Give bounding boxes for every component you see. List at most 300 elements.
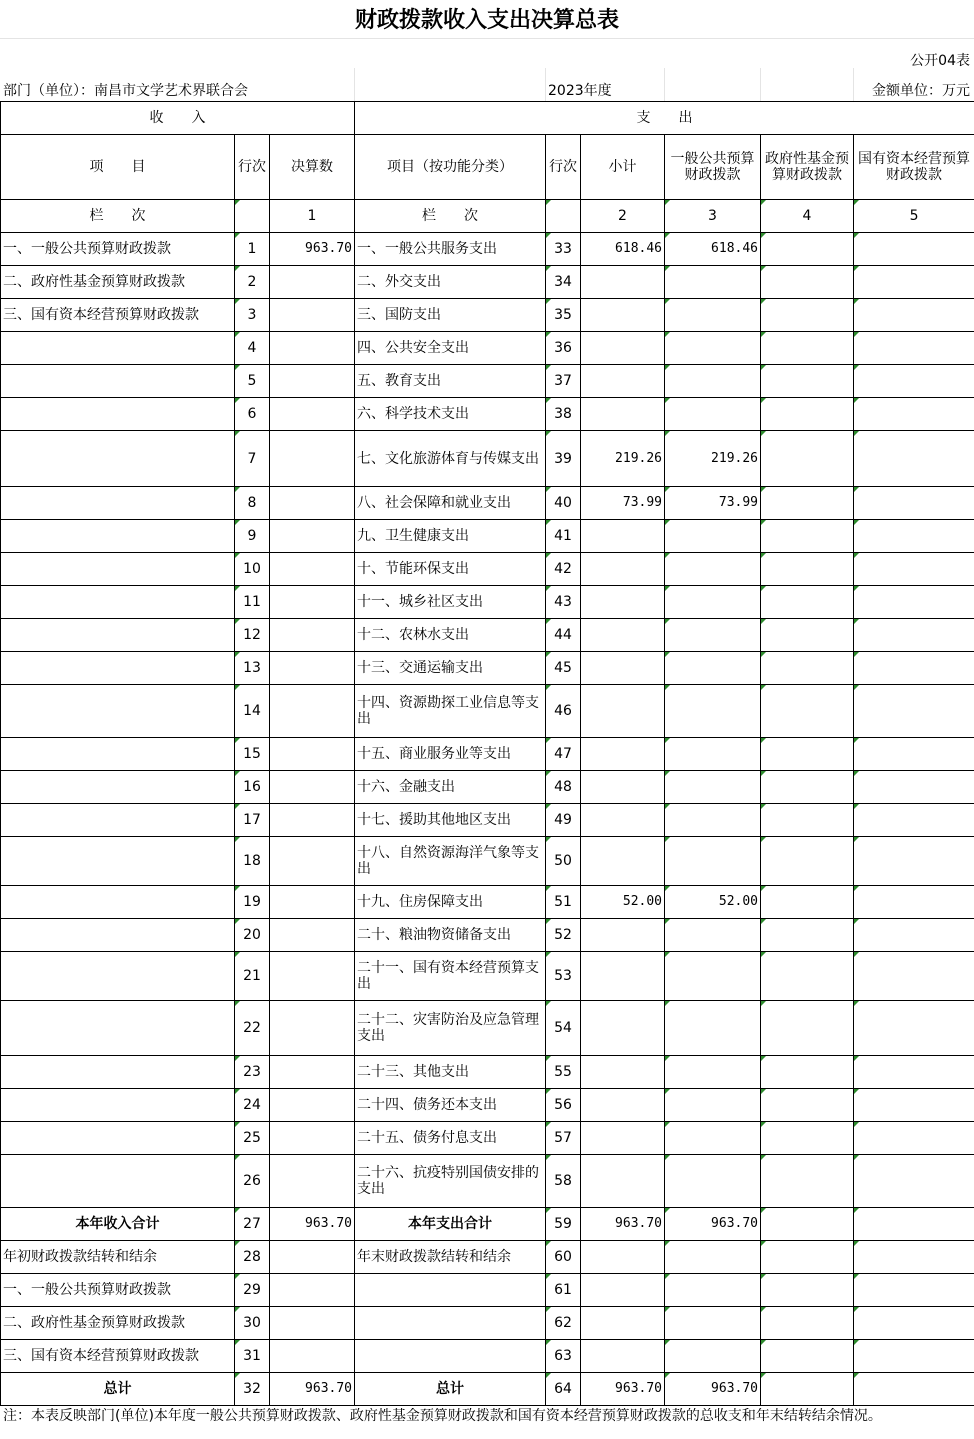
table-row <box>1 1122 974 1155</box>
table-row <box>1 332 974 365</box>
income-row-no-cell: 17 <box>235 804 270 837</box>
expense-row-no-cell: 33 <box>546 233 581 266</box>
subtotal-cell <box>581 1274 665 1307</box>
table-row <box>1 1340 974 1373</box>
expense-row-no-cell: 50 <box>546 837 581 886</box>
table-row <box>1 487 974 520</box>
income-amount-cell <box>270 1001 355 1056</box>
general-budget-cell <box>665 652 761 685</box>
income-amount-cell: 963.70 <box>270 1373 355 1406</box>
table-row <box>1 266 974 299</box>
expense-row-no-cell: 35 <box>546 299 581 332</box>
expense-item-cell: 年末财政拨款结转和结余 <box>355 1241 546 1274</box>
general-budget-cell <box>665 1089 761 1122</box>
income-amount-cell <box>270 952 355 1001</box>
income-amount-cell <box>270 1122 355 1155</box>
general-budget-cell <box>665 619 761 652</box>
state-capital-cell <box>854 332 974 365</box>
general-budget-cell <box>665 365 761 398</box>
state-capital-cell <box>854 299 974 332</box>
table-row <box>1 619 974 652</box>
income-item-cell <box>1 1056 235 1089</box>
expense-item-cell: 四、公共安全支出 <box>355 332 546 365</box>
income-row-no-cell: 3 <box>235 299 270 332</box>
gov-fund-cell <box>761 431 854 487</box>
income-amount-cell <box>270 1056 355 1089</box>
general-budget-cell <box>665 837 761 886</box>
gov-fund-cell <box>761 332 854 365</box>
income-row-no-cell: 27 <box>235 1208 270 1241</box>
general-budget-cell: 52.00 <box>665 886 761 919</box>
income-amount-cell <box>270 586 355 619</box>
income-row-no-cell: 29 <box>235 1274 270 1307</box>
state-capital-cell <box>854 487 974 520</box>
expense-row-no-cell: 34 <box>546 266 581 299</box>
state-capital-cell <box>854 886 974 919</box>
state-capital-cell <box>854 919 974 952</box>
general-budget-cell <box>665 804 761 837</box>
income-row-no-cell: 9 <box>235 520 270 553</box>
income-row-no-cell: 15 <box>235 738 270 771</box>
subtotal-header: 小计 <box>581 135 665 200</box>
income-amount-cell <box>270 553 355 586</box>
expense-item-cell: 十九、住房保障支出 <box>355 886 546 919</box>
subtotal-cell: 963.70 <box>581 1373 665 1406</box>
subtotal-cell <box>581 1056 665 1089</box>
gov-fund-cell <box>761 919 854 952</box>
state-capital-cell <box>854 1241 974 1274</box>
expense-item-cell <box>355 1307 546 1340</box>
general-budget-cell <box>665 553 761 586</box>
gov-fund-cell <box>761 685 854 738</box>
col-index-empty <box>546 200 581 233</box>
income-item-cell <box>1 952 235 1001</box>
income-amount-cell <box>270 1340 355 1373</box>
expense-row-no-cell: 44 <box>546 619 581 652</box>
expense-item-cell: 十五、商业服务业等支出 <box>355 738 546 771</box>
expense-item-header: 项目（按功能分类） <box>355 135 546 200</box>
blank-row <box>0 38 974 67</box>
expense-item-cell: 总计 <box>355 1373 546 1406</box>
subtotal-cell <box>581 804 665 837</box>
table-row <box>1 1274 974 1307</box>
expense-row-no-cell: 64 <box>546 1373 581 1406</box>
income-item-cell <box>1 1001 235 1056</box>
table-row <box>1 952 974 1001</box>
general-budget-cell <box>665 1122 761 1155</box>
subtotal-cell <box>581 586 665 619</box>
expense-item-cell: 十六、金融支出 <box>355 771 546 804</box>
table-row <box>1 771 974 804</box>
col-label-income: 栏 次 <box>1 200 235 233</box>
income-row-no-cell: 10 <box>235 553 270 586</box>
expense-item-cell: 二十二、灾害防治及应急管理支出 <box>355 1001 546 1056</box>
state-capital-cell <box>854 1373 974 1406</box>
table-row <box>1 299 974 332</box>
income-item-cell <box>1 365 235 398</box>
general-budget-cell <box>665 586 761 619</box>
income-row-no-cell: 7 <box>235 431 270 487</box>
income-item-cell: 二、政府性基金预算财政拨款 <box>1 266 235 299</box>
state-capital-cell <box>854 1307 974 1340</box>
general-budget-cell <box>665 1241 761 1274</box>
gov-fund-cell <box>761 1241 854 1274</box>
income-item-cell <box>1 553 235 586</box>
table-row <box>1 804 974 837</box>
subtotal-cell <box>581 919 665 952</box>
expense-row-no-cell: 47 <box>546 738 581 771</box>
general-budget-cell: 963.70 <box>665 1373 761 1406</box>
income-amount-cell <box>270 738 355 771</box>
income-amount-cell <box>270 1155 355 1208</box>
state-capital-cell <box>854 1001 974 1056</box>
gov-fund-cell <box>761 1307 854 1340</box>
general-budget-cell <box>665 398 761 431</box>
income-row-no-cell: 31 <box>235 1340 270 1373</box>
expense-item-cell: 二十一、国有资本经营预算支出 <box>355 952 546 1001</box>
grid-line <box>760 68 761 101</box>
income-amount-cell <box>270 919 355 952</box>
income-item-cell <box>1 398 235 431</box>
state-capital-cell <box>854 1274 974 1307</box>
income-row-no-cell: 1 <box>235 233 270 266</box>
subtotal-cell <box>581 1241 665 1274</box>
expense-section-header: 支 出 <box>355 102 974 135</box>
income-item-cell <box>1 487 235 520</box>
expense-item-cell: 二、外交支出 <box>355 266 546 299</box>
gov-fund-cell <box>761 1340 854 1373</box>
income-row-no-cell: 32 <box>235 1373 270 1406</box>
general-budget-cell <box>665 520 761 553</box>
subtotal-cell: 963.70 <box>581 1208 665 1241</box>
gov-fund-cell <box>761 1089 854 1122</box>
subtotal-cell <box>581 520 665 553</box>
income-item-cell <box>1 332 235 365</box>
expense-row-no-cell: 46 <box>546 685 581 738</box>
state-capital-cell <box>854 685 974 738</box>
gov-fund-cell <box>761 619 854 652</box>
state-capital-cell <box>854 1089 974 1122</box>
gov-fund-cell <box>761 586 854 619</box>
subtotal-cell <box>581 1307 665 1340</box>
expense-row-no-cell: 51 <box>546 886 581 919</box>
income-item-cell: 一、一般公共预算财政拨款 <box>1 233 235 266</box>
expense-item-cell: 十、节能环保支出 <box>355 553 546 586</box>
subtotal-cell <box>581 398 665 431</box>
income-item-cell: 总计 <box>1 1373 235 1406</box>
table-row <box>1 586 974 619</box>
footnote: 注：本表反映部门(单位)本年度一般公共预算财政拨款、政府性基金预算财政拨款和国有资本经营预算财政拨款的总收支和年末结转结余情况。 <box>3 1408 882 1424</box>
grid-line <box>545 68 546 101</box>
income-row-no-cell: 26 <box>235 1155 270 1208</box>
income-item-cell <box>1 837 235 886</box>
expense-row-no-cell: 40 <box>546 487 581 520</box>
state-capital-cell <box>854 520 974 553</box>
income-item-cell <box>1 586 235 619</box>
gov-fund-cell <box>761 804 854 837</box>
expense-item-cell: 十七、援助其他地区支出 <box>355 804 546 837</box>
expense-item-cell: 九、卫生健康支出 <box>355 520 546 553</box>
state-capital-cell <box>854 553 974 586</box>
state-capital-cell <box>854 431 974 487</box>
expense-item-cell: 十八、自然资源海洋气象等支出 <box>355 837 546 886</box>
general-budget-cell <box>665 685 761 738</box>
income-amount-cell <box>270 886 355 919</box>
income-amount-cell <box>270 1274 355 1307</box>
income-row-no-cell: 13 <box>235 652 270 685</box>
income-amount-cell <box>270 619 355 652</box>
income-row-no-cell: 8 <box>235 487 270 520</box>
table-number: 公开04表 <box>910 53 970 69</box>
finance-table <box>0 101 974 1406</box>
income-amount-cell: 963.70 <box>270 1208 355 1241</box>
general-budget-cell <box>665 1001 761 1056</box>
gov-fund-cell <box>761 520 854 553</box>
income-item-cell <box>1 431 235 487</box>
expense-row-no-cell: 43 <box>546 586 581 619</box>
gov-fund-cell <box>761 233 854 266</box>
state-capital-cell <box>854 1208 974 1241</box>
expense-row-no-cell: 53 <box>546 952 581 1001</box>
expense-item-cell: 一、一般公共服务支出 <box>355 233 546 266</box>
expense-row-no-cell: 38 <box>546 398 581 431</box>
table-row <box>1 233 974 266</box>
income-amount-cell <box>270 299 355 332</box>
state-capital-header: 国有资本经营预算财政拨款 <box>854 135 974 200</box>
gov-fund-cell <box>761 299 854 332</box>
state-capital-cell <box>854 365 974 398</box>
expense-item-cell: 八、社会保障和就业支出 <box>355 487 546 520</box>
table-row <box>1 1089 974 1122</box>
gov-fund-cell <box>761 398 854 431</box>
income-amount-cell <box>270 398 355 431</box>
table-row <box>1 520 974 553</box>
expense-item-cell: 本年支出合计 <box>355 1208 546 1241</box>
expense-row-no-cell: 63 <box>546 1340 581 1373</box>
income-section-header: 收 入 <box>1 102 355 135</box>
header-row-col-index <box>1 200 974 233</box>
income-item-cell: 三、国有资本经营预算财政拨款 <box>1 299 235 332</box>
expense-row-no-cell: 48 <box>546 771 581 804</box>
expense-row-no-cell: 45 <box>546 652 581 685</box>
expense-row-no-cell: 60 <box>546 1241 581 1274</box>
income-amount-cell <box>270 520 355 553</box>
expense-item-cell: 二十、粮油物资储备支出 <box>355 919 546 952</box>
income-amount-cell <box>270 332 355 365</box>
general-budget-cell <box>665 919 761 952</box>
table-row <box>1 685 974 738</box>
page-title: 财政拨款收入支出决算总表 <box>354 7 619 33</box>
income-row-no-cell: 12 <box>235 619 270 652</box>
subtotal-cell <box>581 332 665 365</box>
income-item-cell <box>1 685 235 738</box>
table-row <box>1 398 974 431</box>
general-budget-cell: 219.26 <box>665 431 761 487</box>
general-budget-cell: 963.70 <box>665 1208 761 1241</box>
state-capital-cell <box>854 837 974 886</box>
table-row <box>1 738 974 771</box>
state-capital-cell <box>854 952 974 1001</box>
subtotal-cell: 219.26 <box>581 431 665 487</box>
expense-row-no-cell: 55 <box>546 1056 581 1089</box>
expense-item-cell: 二十三、其他支出 <box>355 1056 546 1089</box>
income-row-no-cell: 25 <box>235 1122 270 1155</box>
expense-item-cell: 七、文化旅游体育与传媒支出 <box>355 431 546 487</box>
table-row <box>1 886 974 919</box>
subtotal-cell <box>581 837 665 886</box>
expense-item-cell: 十二、农林水支出 <box>355 619 546 652</box>
income-row-no-cell: 5 <box>235 365 270 398</box>
general-budget-header: 一般公共预算财政拨款 <box>665 135 761 200</box>
expense-item-cell: 六、科学技术支出 <box>355 398 546 431</box>
expense-item-cell <box>355 1340 546 1373</box>
expense-item-cell: 十一、城乡社区支出 <box>355 586 546 619</box>
income-item-cell: 年初财政拨款结转和结余 <box>1 1241 235 1274</box>
income-item-cell <box>1 804 235 837</box>
table-row <box>1 553 974 586</box>
subtotal-cell <box>581 553 665 586</box>
income-row-no-cell: 11 <box>235 586 270 619</box>
state-capital-cell <box>854 1056 974 1089</box>
subtotal-cell: 618.46 <box>581 233 665 266</box>
gov-fund-cell <box>761 837 854 886</box>
income-row-no-cell: 18 <box>235 837 270 886</box>
gov-fund-cell <box>761 952 854 1001</box>
income-amount-cell <box>270 837 355 886</box>
expense-row-no-cell: 52 <box>546 919 581 952</box>
expense-row-no-cell: 42 <box>546 553 581 586</box>
state-capital-cell <box>854 1122 974 1155</box>
subtotal-cell <box>581 1155 665 1208</box>
gov-fund-cell <box>761 886 854 919</box>
income-row-no-header: 行次 <box>235 135 270 200</box>
income-amount-cell <box>270 771 355 804</box>
expense-item-cell: 二十四、债务还本支出 <box>355 1089 546 1122</box>
general-budget-cell: 618.46 <box>665 233 761 266</box>
expense-item-cell: 三、国防支出 <box>355 299 546 332</box>
table-row <box>1 1208 974 1241</box>
subtotal-cell <box>581 619 665 652</box>
income-row-no-cell: 4 <box>235 332 270 365</box>
subtotal-cell <box>581 1089 665 1122</box>
income-amount-cell <box>270 685 355 738</box>
expense-row-no-cell: 61 <box>546 1274 581 1307</box>
state-capital-cell <box>854 738 974 771</box>
subtotal-cell <box>581 652 665 685</box>
state-capital-cell <box>854 266 974 299</box>
table-row <box>1 1155 974 1208</box>
general-budget-cell <box>665 266 761 299</box>
amount-unit: 金额单位：万元 <box>872 83 970 99</box>
expense-row-no-cell: 37 <box>546 365 581 398</box>
general-budget-cell <box>665 952 761 1001</box>
expense-item-cell: 十四、资源勘探工业信息等支出 <box>355 685 546 738</box>
income-row-no-cell: 14 <box>235 685 270 738</box>
expense-row-no-cell: 41 <box>546 520 581 553</box>
col-index-3: 3 <box>665 200 761 233</box>
col-label-expense: 栏 次 <box>355 200 546 233</box>
income-amount-cell <box>270 1241 355 1274</box>
subtotal-cell <box>581 738 665 771</box>
income-amount-header: 决算数 <box>270 135 355 200</box>
col-index-4: 4 <box>761 200 854 233</box>
grid-line <box>853 68 854 101</box>
subtotal-cell <box>581 365 665 398</box>
expense-row-no-header: 行次 <box>546 135 581 200</box>
gov-fund-cell <box>761 1155 854 1208</box>
table-row <box>1 1001 974 1056</box>
income-item-cell <box>1 520 235 553</box>
income-row-no-cell: 22 <box>235 1001 270 1056</box>
income-item-cell <box>1 1089 235 1122</box>
income-row-no-cell: 20 <box>235 919 270 952</box>
income-row-no-cell: 30 <box>235 1307 270 1340</box>
income-item-cell <box>1 886 235 919</box>
table-row <box>1 1056 974 1089</box>
general-budget-cell <box>665 1274 761 1307</box>
expense-row-no-cell: 59 <box>546 1208 581 1241</box>
col-index-5: 5 <box>854 200 974 233</box>
gov-fund-cell <box>761 652 854 685</box>
expense-item-cell <box>355 1274 546 1307</box>
state-capital-cell <box>854 619 974 652</box>
gov-fund-cell <box>761 1122 854 1155</box>
income-item-cell: 二、政府性基金预算财政拨款 <box>1 1307 235 1340</box>
income-item-cell <box>1 652 235 685</box>
income-item-cell: 三、国有资本经营预算财政拨款 <box>1 1340 235 1373</box>
grid-line <box>664 68 665 101</box>
expense-row-no-cell: 56 <box>546 1089 581 1122</box>
general-budget-cell: 73.99 <box>665 487 761 520</box>
income-row-no-cell: 28 <box>235 1241 270 1274</box>
col-index-2: 2 <box>581 200 665 233</box>
income-item-cell <box>1 1122 235 1155</box>
subtotal-cell <box>581 685 665 738</box>
income-amount-cell <box>270 431 355 487</box>
table-row <box>1 365 974 398</box>
subtotal-cell: 73.99 <box>581 487 665 520</box>
income-item-cell: 本年收入合计 <box>1 1208 235 1241</box>
gov-fund-cell <box>761 487 854 520</box>
gov-fund-cell <box>761 1208 854 1241</box>
income-item-cell <box>1 771 235 804</box>
expense-row-no-cell: 62 <box>546 1307 581 1340</box>
income-row-no-cell: 2 <box>235 266 270 299</box>
income-row-no-cell: 19 <box>235 886 270 919</box>
table-row <box>1 1241 974 1274</box>
income-row-no-cell: 21 <box>235 952 270 1001</box>
expense-row-no-cell: 54 <box>546 1001 581 1056</box>
col-index-empty <box>235 200 270 233</box>
gov-fund-cell <box>761 771 854 804</box>
gov-fund-cell <box>761 1274 854 1307</box>
col-index-1: 1 <box>270 200 355 233</box>
table-row <box>1 919 974 952</box>
income-row-no-cell: 24 <box>235 1089 270 1122</box>
income-amount-cell <box>270 365 355 398</box>
state-capital-cell <box>854 771 974 804</box>
header-row-section <box>1 102 974 135</box>
expense-row-no-cell: 49 <box>546 804 581 837</box>
expense-row-no-cell: 36 <box>546 332 581 365</box>
general-budget-cell <box>665 1155 761 1208</box>
expense-row-no-cell: 57 <box>546 1122 581 1155</box>
subtotal-cell <box>581 952 665 1001</box>
gov-fund-cell <box>761 738 854 771</box>
income-amount-cell <box>270 1307 355 1340</box>
income-item-cell: 一、一般公共预算财政拨款 <box>1 1274 235 1307</box>
income-amount-cell <box>270 1089 355 1122</box>
